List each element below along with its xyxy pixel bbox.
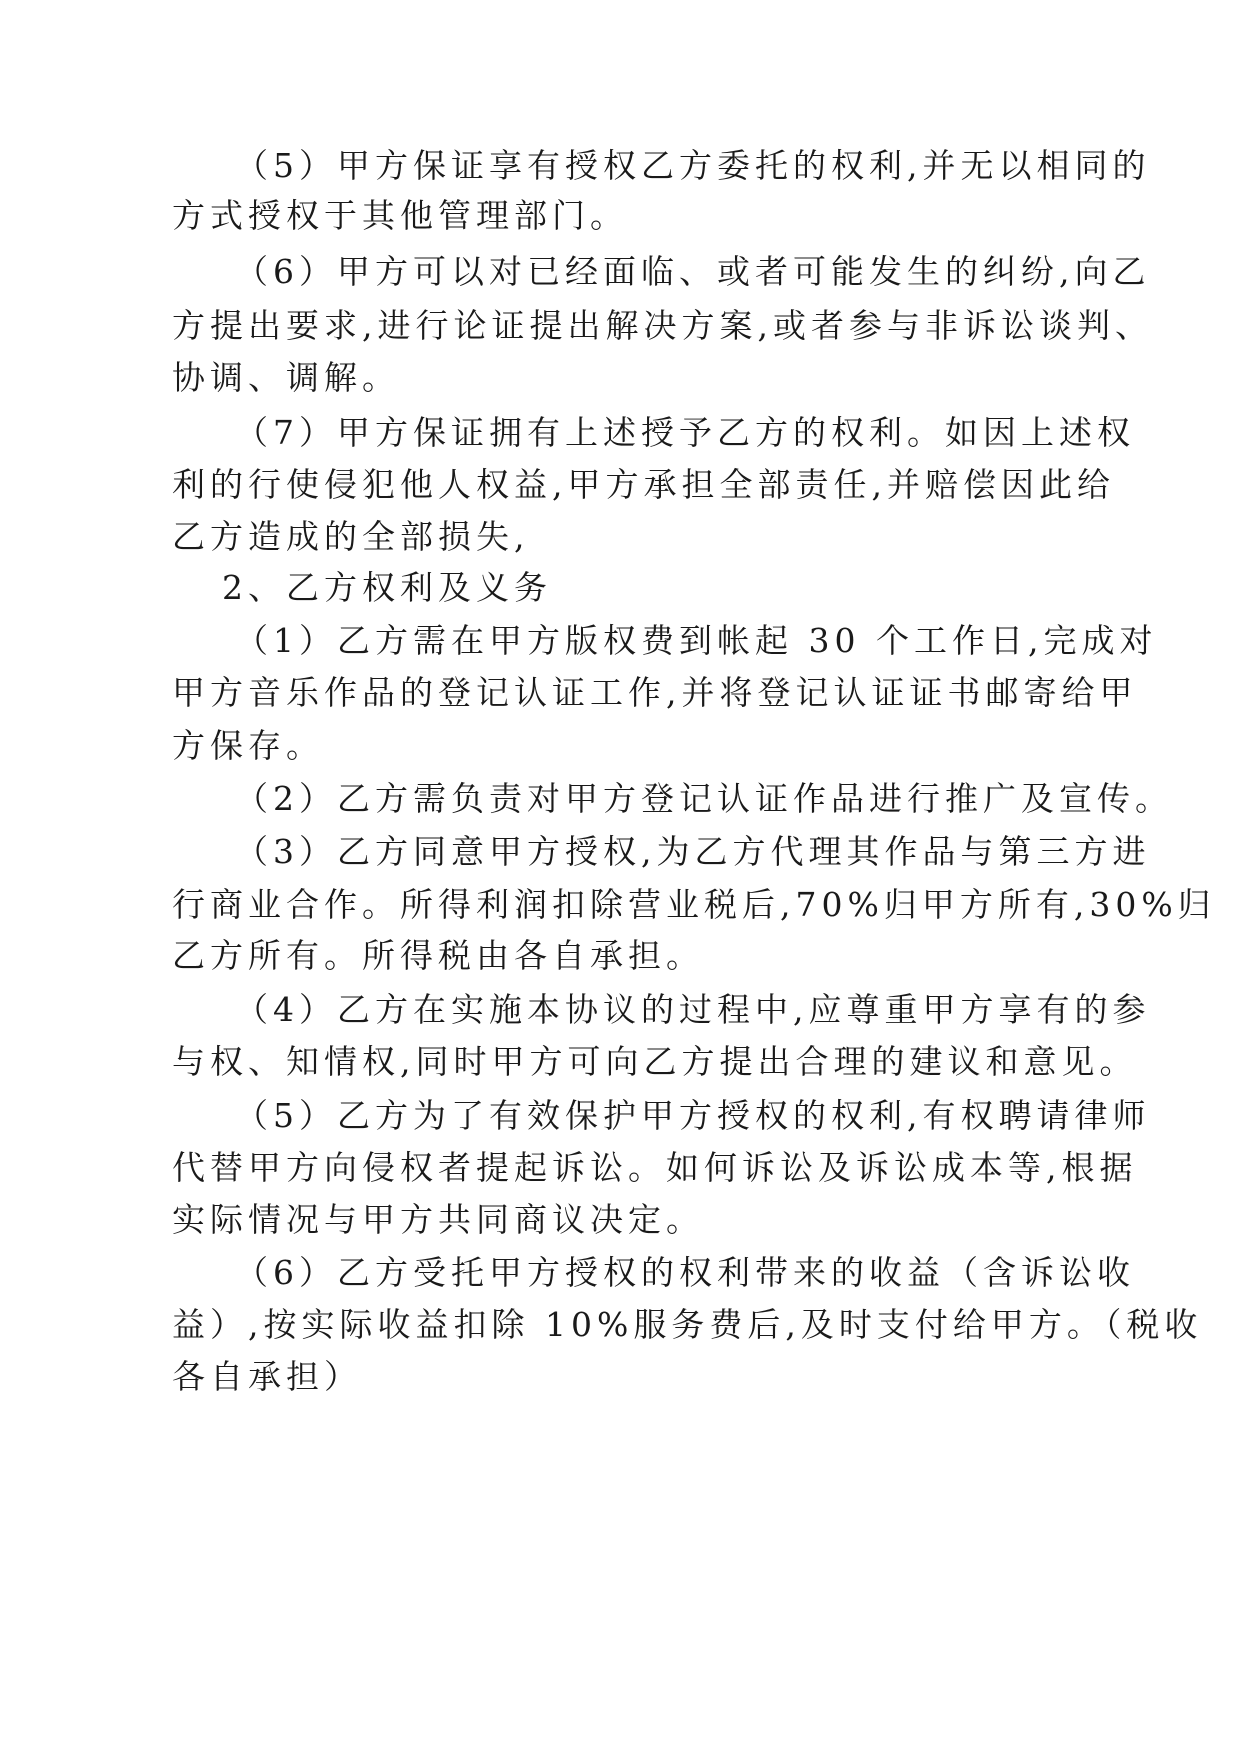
text-line: （4）乙方在实施本协议的过程中,应尊重甲方享有的参 [235, 990, 1151, 1029]
text-line: （7）甲方保证拥有上述授予乙方的权利。如因上述权 [235, 413, 1135, 452]
text-line: 方保存。 [172, 726, 324, 765]
text-line: 乙方所有。所得税由各自承担。 [172, 936, 704, 975]
text-line: 代替甲方向侵权者提起诉讼。如何诉讼及诉讼成本等,根据 [172, 1148, 1138, 1187]
text-line: （5）甲方保证享有授权乙方委托的权利,并无以相同的 [235, 146, 1151, 185]
text-line: （3）乙方同意甲方授权,为乙方代理其作品与第三方进 [235, 832, 1151, 871]
text-line: 协调、调解。 [172, 358, 400, 397]
text-line: 各自承担） [172, 1357, 362, 1396]
text-line: 行商业合作。所得利润扣除营业税后,70%归甲方所有,30%归 [172, 885, 1216, 924]
section-heading: 2、乙方权利及义务 [222, 568, 552, 607]
text-line: （5）乙方为了有效保护甲方授权的权利,有权聘请律师 [235, 1096, 1151, 1135]
text-line: 方式授权于其他管理部门。 [172, 196, 628, 235]
text-line: （2）乙方需负责对甲方登记认证作品进行推广及宣传。 [235, 779, 1173, 818]
text-line: 甲方音乐作品的登记认证工作,并将登记认证证书邮寄给甲 [172, 673, 1138, 712]
text-line: 实际情况与甲方共同商议决定。 [172, 1200, 704, 1239]
text-line: 益）,按实际收益扣除 10%服务费后,及时支付给甲方。（税收 [172, 1305, 1203, 1344]
text-line: 与权、知情权,同时甲方可向乙方提出合理的建议和意见。 [172, 1042, 1138, 1081]
text-line: （6）甲方可以对已经面临、或者可能发生的纠纷,向乙 [235, 252, 1151, 291]
text-line: （1）乙方需在甲方版权费到帐起 30 个工作日,完成对 [235, 621, 1158, 660]
text-line: （6）乙方受托甲方授权的权利带来的收益（含诉讼收 [235, 1253, 1135, 1292]
text-line: 乙方造成的全部损失, [172, 517, 530, 556]
text-line: 利的行使侵犯他人权益,甲方承担全部责任,并赔偿因此给 [172, 465, 1115, 504]
text-line: 方提出要求,进行论证提出解决方案,或者参与非诉讼谈判、 [172, 306, 1153, 345]
